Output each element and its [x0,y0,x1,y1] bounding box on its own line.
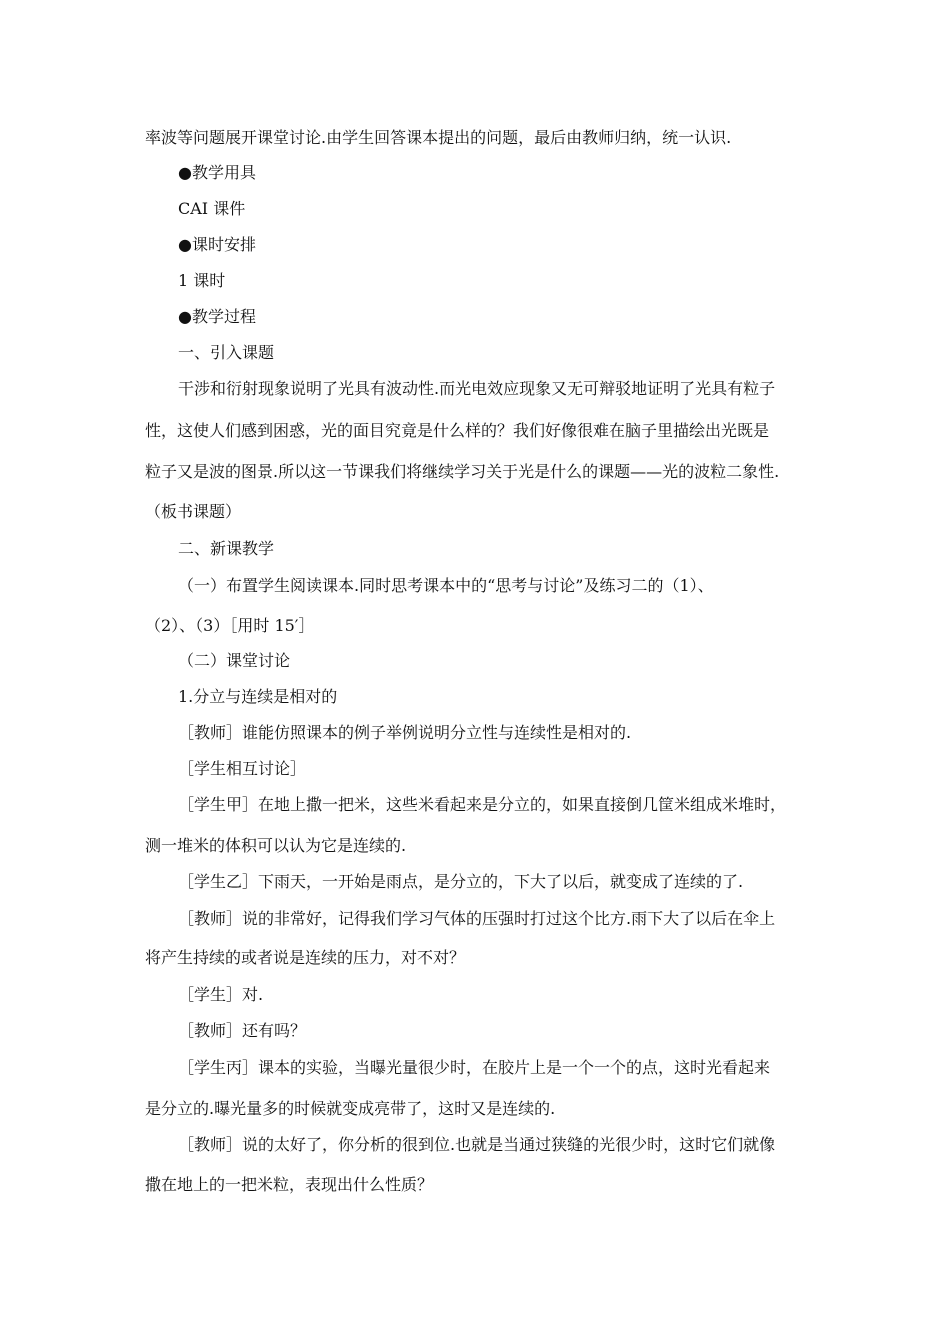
dialogue-line: ［教师］谁能仿照课本的例子举例说明分立性与连续性是相对的. [178,723,632,742]
paragraph-line: （2）、（3）［用时 15′］ [145,616,315,635]
dialogue-line: ［学生乙］下雨天，一开始是雨点，是分立的，下大了以后，就变成了连续的了. [178,872,744,891]
paragraph-line: 撒在地上的一把米粒，表现出什么性质？ [145,1175,434,1194]
paragraph-line: （板书课题） [145,502,242,521]
subsection-heading: 二、新课教学 [178,539,275,558]
paragraph-line: CAI 课件 [178,199,246,218]
paragraph-line: （一）布置学生阅读课本.同时思考课本中的“思考与讨论”及练习二的（1）、 [178,576,714,595]
dialogue-line: ［学生相互讨论］ [178,759,307,778]
subsection-heading: 1.分立与连续是相对的 [178,687,338,706]
paragraph-line: 粒子又是波的图景.所以这一节课我们将继续学习关于光是什么的课题——光的波粒二象性. [145,462,780,481]
dialogue-line: ［教师］还有吗？ [178,1021,307,1040]
paragraph-line: 是分立的.曝光量多的时候就变成亮带了，这时又是连续的. [145,1099,556,1118]
subsection-heading: 一、引入课题 [178,343,275,362]
paragraph-line: 性，这使人们感到困惑，光的面目究竟是什么样的？我们好像很难在脑子里描绘出光既是 [145,421,770,440]
section-heading: ●教学过程 [178,307,256,326]
paragraph-line: 率波等问题展开课堂讨论.由学生回答课本提出的问题，最后由教师归纳，统一认识. [145,128,732,147]
dialogue-line: ［学生甲］在地上撒一把米，这些米看起来是分立的，如果直接倒几筐米组成米堆时， [178,795,787,814]
subsection-heading: （二）课堂讨论 [178,651,291,670]
dialogue-line: ［学生丙］课本的实验，当曝光量很少时，在胶片上是一个一个的点，这时光看起来 [178,1058,771,1077]
paragraph-line: 干涉和衍射现象说明了光具有波动性.而光电效应现象又无可辩驳地证明了光具有粒子 [178,379,776,398]
section-heading: ●课时安排 [178,235,256,254]
paragraph-line: 将产生持续的或者说是连续的压力，对不对？ [145,948,466,967]
paragraph-line: 测一堆米的体积可以认为它是连续的. [145,836,407,855]
paragraph-line: 1 课时 [178,271,226,290]
dialogue-line: ［教师］说的非常好，记得我们学习气体的压强时打过这个比方.雨下大了以后在伞上 [178,909,776,928]
dialogue-line: ［学生］对. [178,985,264,1004]
section-heading: ●教学用具 [178,163,256,182]
dialogue-line: ［教师］说的太好了，你分析的很到位.也就是当通过狭缝的光很少时，这时它们就像 [178,1135,776,1154]
